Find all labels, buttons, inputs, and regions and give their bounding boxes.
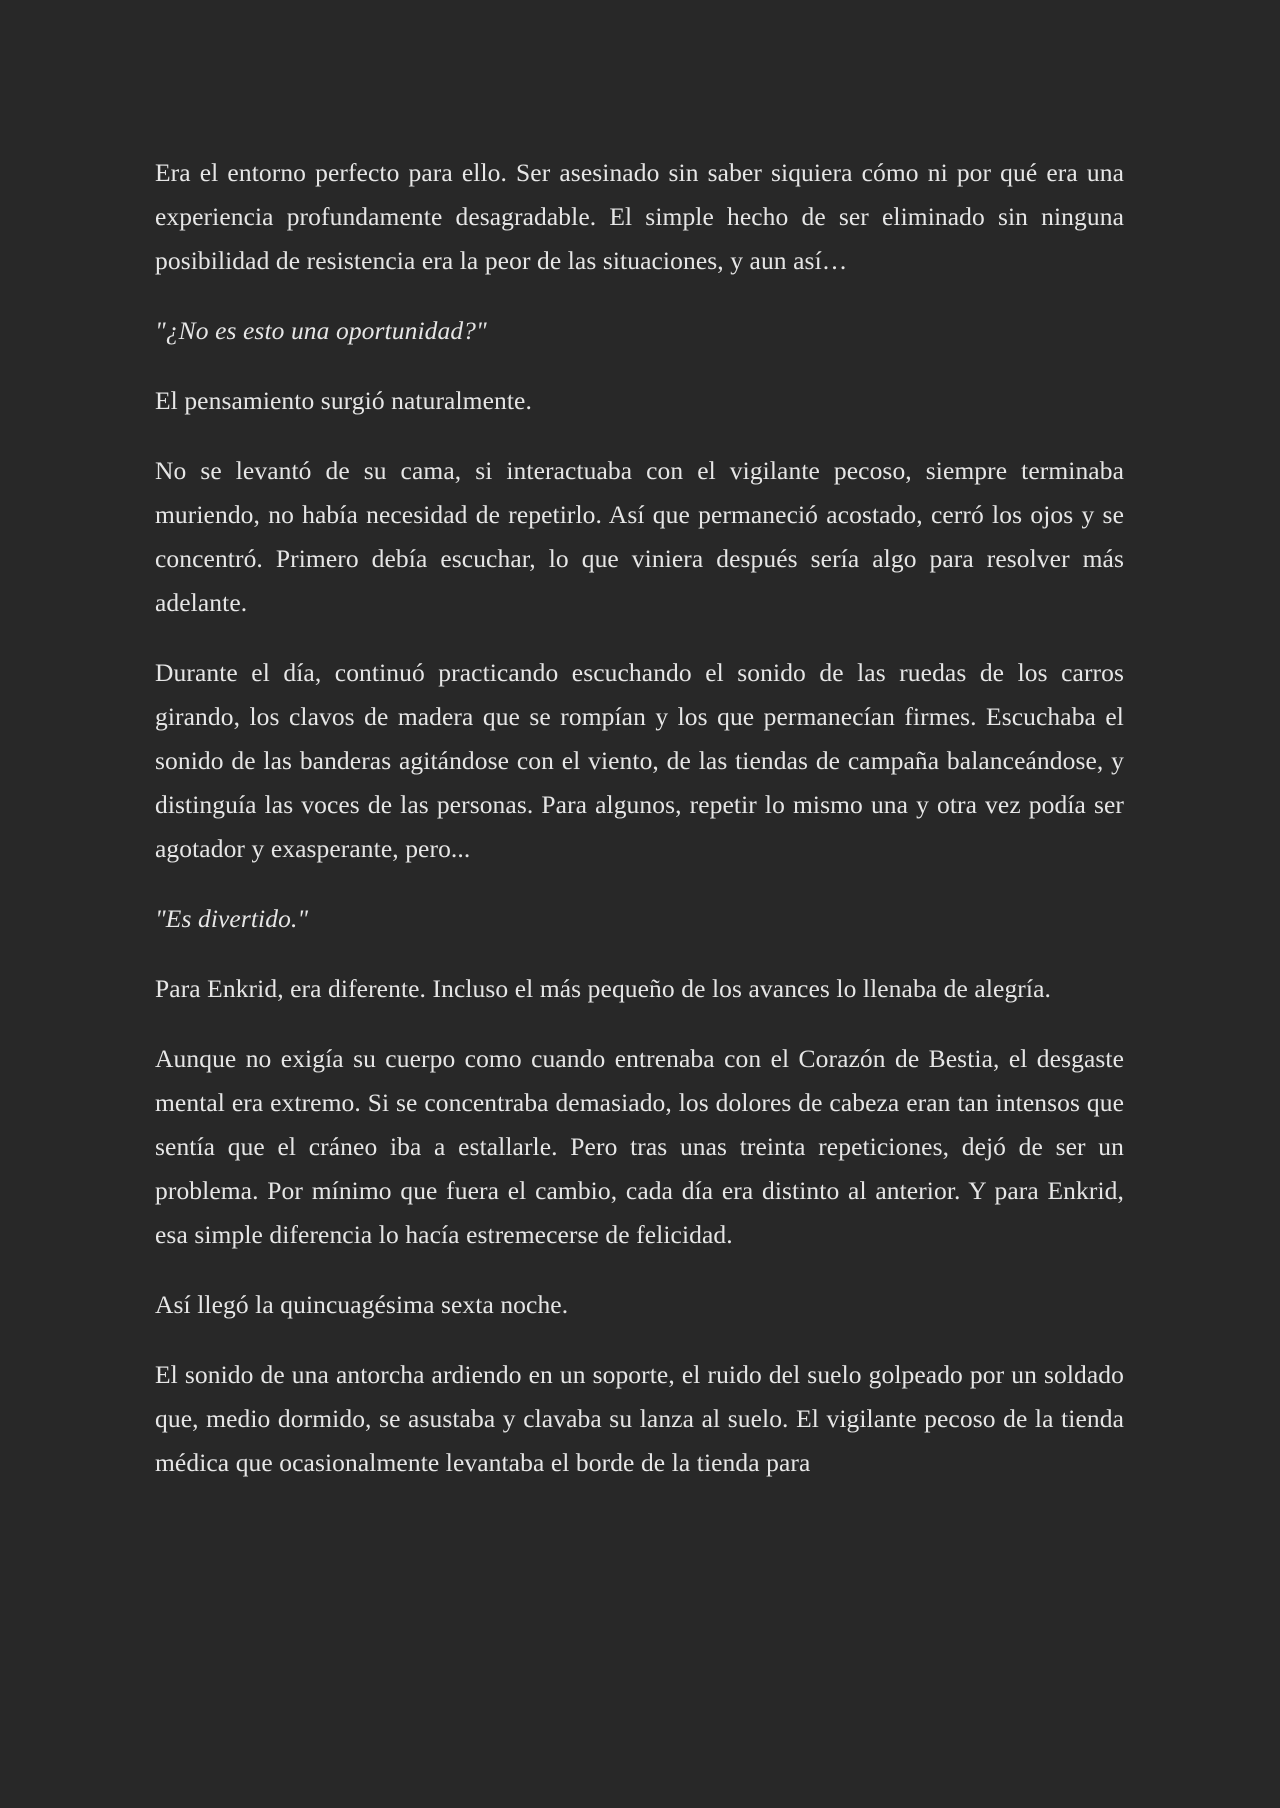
paragraph-5: Durante el día, continuó practicando escuchando el sonido de las ruedas de los carros girando, los clavos de madera que se rompían y los que permanecían firmes. Escuchaba el sonido de las banderas agitándose con el viento, de las tiendas de campaña balanceándose, y distinguía las voces de las personas. Para algunos, repetir lo mismo una y otra vez podía ser agotador y exasperante, pero... <box>155 658 1124 863</box>
paragraph-8: Aunque no exigía su cuerpo como cuando entrenaba con el Corazón de Bestia, el desgaste mental era extremo. Si se concentraba demasiado, los dolores de cabeza eran tan intensos que sentía que el cráneo iba a estallarle. Pero tras unas treinta repeticiones, dejó de ser un problema. Por mínimo que fuera el cambio, cada día era distinto al anterior. Y para Enkrid, esa simple diferencia lo hacía estremecerse de felicidad. <box>155 1044 1124 1249</box>
paragraph-3: El pensamiento surgió naturalmente. <box>155 386 532 415</box>
paragraph-7: Para Enkrid, era diferente. Incluso el más pequeño de los avances lo llenaba de alegría. <box>155 974 1051 1003</box>
paragraph-1: Era el entorno perfecto para ello. Ser asesinado sin saber siquiera cómo ni por qué era una experiencia profundamente desagradable. El simple hecho de ser eliminado sin ninguna posibilidad de resistencia era la peor de las situaciones, y aun así… <box>155 158 1124 275</box>
paragraph-4: No se levantó de su cama, si interactuaba con el vigilante pecoso, siempre terminaba muriendo, no había necesidad de repetirlo. Así que permaneció acostado, cerró los ojos y se concentró. Primero debía escuchar, lo que viniera después sería algo para resolver más adelante. <box>155 456 1124 617</box>
paragraph-2-thought: "¿No es esto una oportunidad?" <box>155 316 487 345</box>
paragraph-9: Así llegó la quincuagésima sexta noche. <box>155 1290 569 1319</box>
document-page <box>155 151 1124 1511</box>
paragraph-6-thought: "Es divertido." <box>155 904 309 933</box>
paragraph-10: El sonido de una antorcha ardiendo en un soporte, el ruido del suelo golpeado por un soldado que, medio dormido, se asustaba y clavaba su lanza al suelo. El vigilante pecoso de la tienda médica que ocasionalmente levantaba el borde de la tienda para <box>155 1360 1124 1477</box>
